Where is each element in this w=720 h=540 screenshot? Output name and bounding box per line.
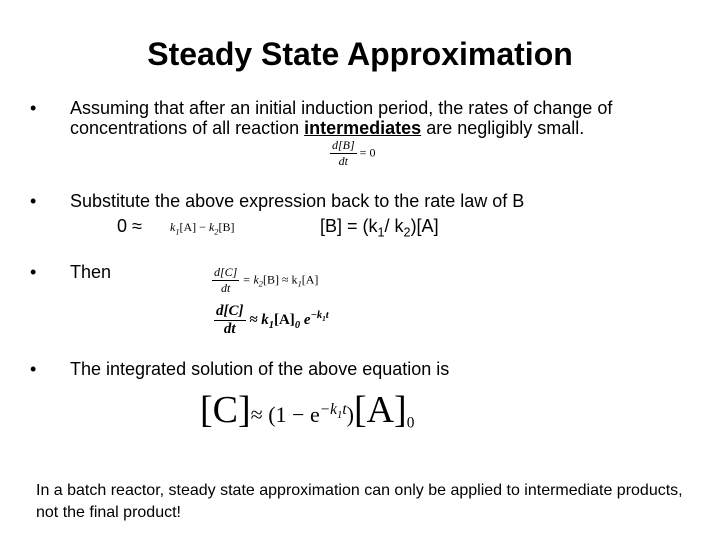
fraction-dC-dt xyxy=(214,303,246,338)
solution-lhs: [C] xyxy=(200,389,251,431)
fraction-dB-dt xyxy=(330,138,357,169)
page-title: Steady State Approximation xyxy=(147,36,573,72)
fraction-denominator: dt xyxy=(223,321,236,337)
result-post: )[A] xyxy=(410,216,439,236)
approx-zero: 0 ≈ xyxy=(117,216,142,236)
bullet-4-text: The integrated solution of the above equation is xyxy=(70,359,450,379)
rate-constant: k xyxy=(208,220,215,234)
exponent xyxy=(310,309,329,324)
subscript: 1 xyxy=(336,408,343,421)
subscript: 2 xyxy=(258,279,263,289)
exponent-k: −k xyxy=(310,309,323,321)
bullet-1-line-1: Assuming that after an initial induction period, the rates of change of xyxy=(70,98,613,118)
rhs-post: [A] xyxy=(301,272,319,287)
equation-dC-dt-2 xyxy=(214,303,329,338)
bullet-dot: • xyxy=(30,98,37,118)
exponent-t: t xyxy=(342,400,347,418)
bullet-1-line-2 xyxy=(70,118,584,138)
exp-base: e xyxy=(303,311,311,328)
bullet-1-line-2-pre: concentrations of all reaction xyxy=(70,118,305,138)
subscript: 1 xyxy=(297,279,302,289)
rate-constant: k xyxy=(170,220,176,234)
fraction-numerator: d[C] xyxy=(214,265,238,279)
subscript: 1 xyxy=(377,225,385,240)
concentration-a: [A] − xyxy=(179,220,209,234)
fraction-denominator: dt xyxy=(221,281,231,295)
bullet-dot: • xyxy=(30,262,37,282)
rhs-mid: [A] xyxy=(273,311,295,328)
fraction-denominator: dt xyxy=(338,154,348,168)
solution-approx: ≈ (1 − e xyxy=(250,402,320,427)
footer-note: In a batch reactor, steady state approximation can only be applied to intermediate products, not the final product! xyxy=(36,482,683,521)
solution-a: [A] xyxy=(353,389,407,431)
subscript: 0 xyxy=(406,414,415,432)
rhs-mid: [B] ≈ k xyxy=(262,272,298,287)
subscript: 1 xyxy=(175,227,180,237)
fraction-numerator: d[C] xyxy=(216,303,244,319)
fraction-dC-dt xyxy=(212,265,239,296)
steady-state-result xyxy=(320,216,439,240)
rhs-pre: = k xyxy=(242,272,259,287)
subscript: 1 xyxy=(268,319,274,331)
bullet-1-emphasis: intermediates xyxy=(304,118,422,138)
fraction-numerator: d[B] xyxy=(332,138,355,152)
exponent-t: t xyxy=(325,309,329,321)
solution-close: ) xyxy=(346,402,354,427)
rhs-pre: ≈ k xyxy=(249,311,269,328)
subscript: 2 xyxy=(214,227,219,237)
subscript: 2 xyxy=(403,225,411,240)
result-pre: [B] = (k xyxy=(320,216,378,236)
equation-solution xyxy=(200,388,414,432)
equation-rate-b xyxy=(170,220,234,236)
equation-rhs: = 0 xyxy=(359,145,376,160)
bullet-dot: • xyxy=(30,359,37,379)
bullet-dot: • xyxy=(30,191,37,211)
equation-dB-dt xyxy=(330,138,375,169)
subscript: 0 xyxy=(294,319,301,331)
bullet-3-text: Then xyxy=(70,262,112,282)
equation-dC-dt-1 xyxy=(212,265,318,296)
bullet-1-line-2-post: are negligibly small. xyxy=(421,118,585,138)
concentration-b: [B] xyxy=(218,220,235,234)
exponent xyxy=(319,400,347,421)
subscript: 1 xyxy=(322,314,326,324)
bullet-2-line-1: Substitute the above expression back to the rate law of B xyxy=(70,191,525,211)
result-mid: / k xyxy=(384,216,404,236)
exponent-k: −k xyxy=(319,400,337,418)
